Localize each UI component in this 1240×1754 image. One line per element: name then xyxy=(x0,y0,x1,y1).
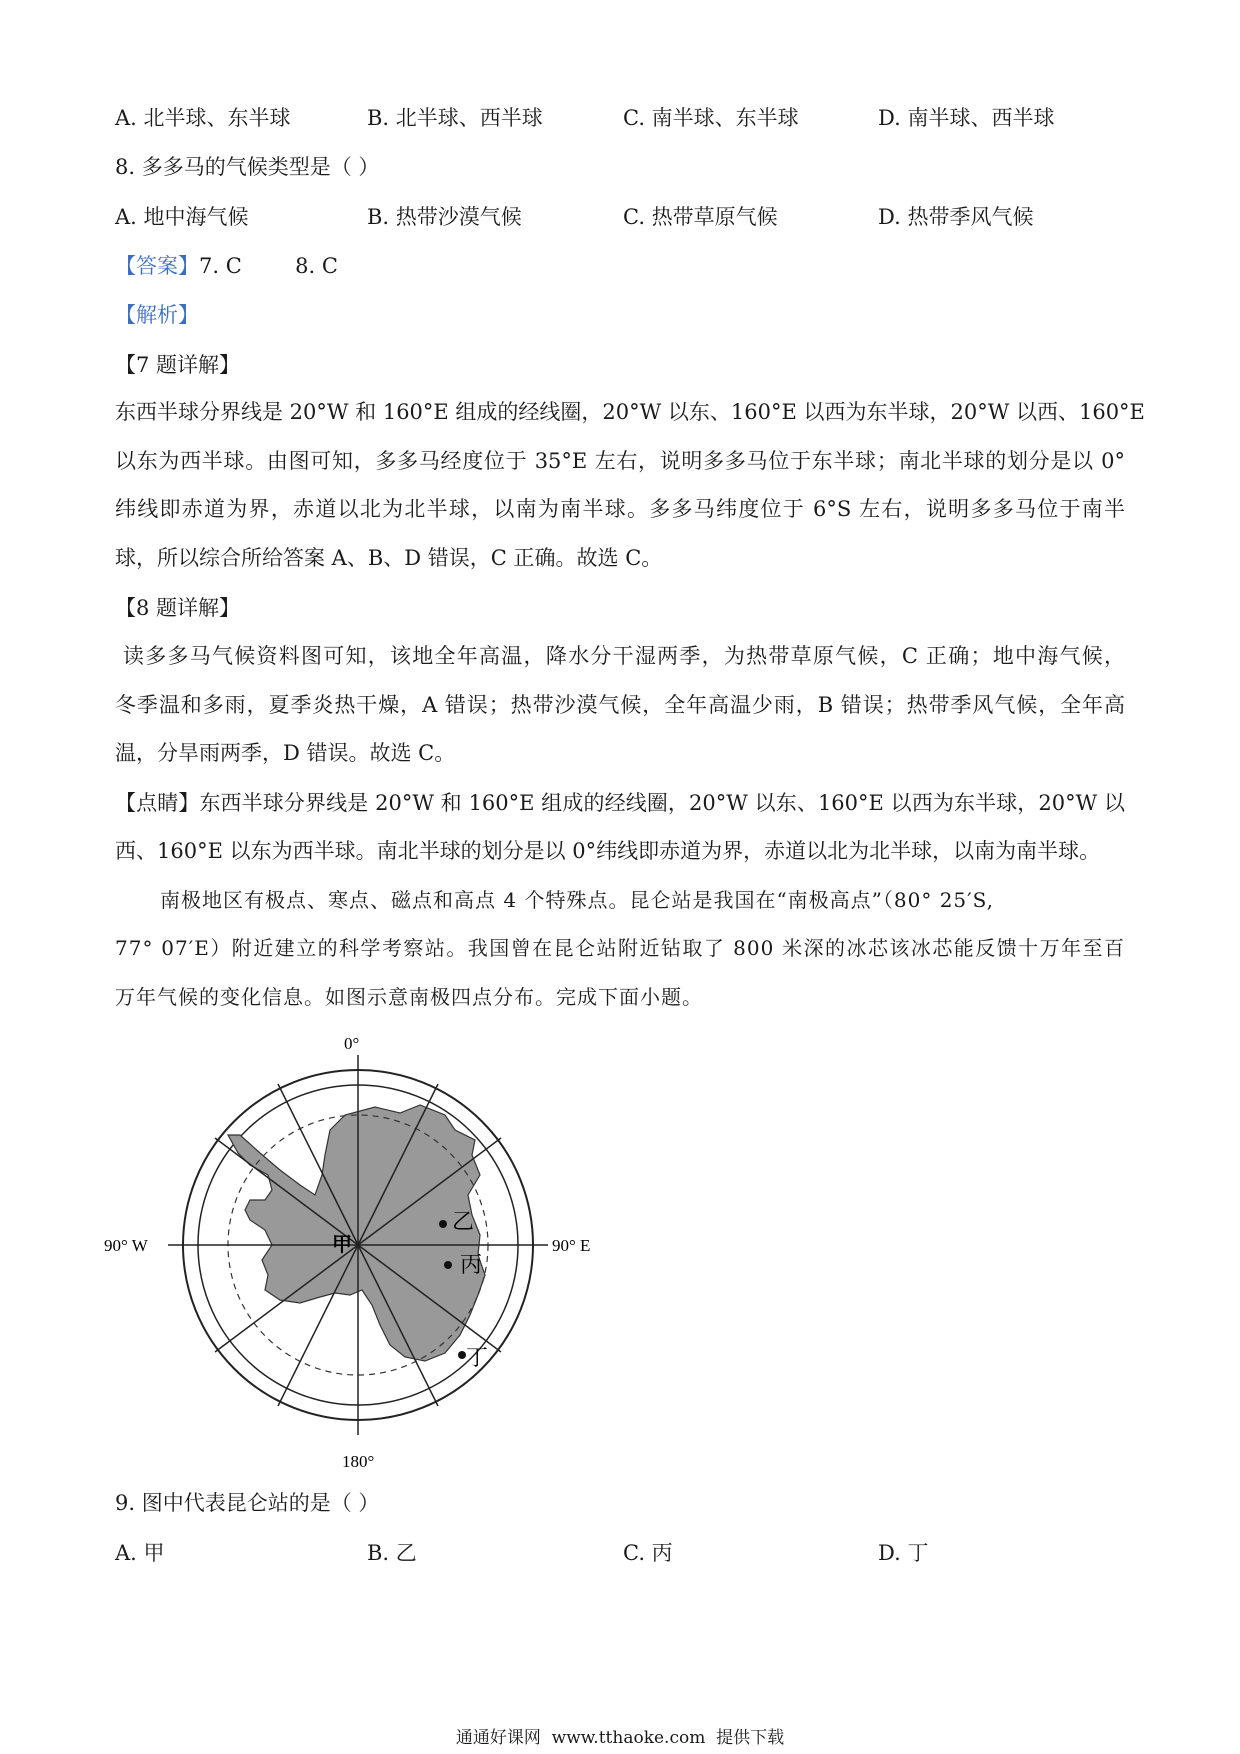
point-yi-dot xyxy=(439,1220,447,1228)
q9-option-b: B. 乙 xyxy=(367,1541,417,1565)
analysis-tag: 【解析】 xyxy=(115,303,199,327)
detail8-title: 【8 题详解】 xyxy=(115,596,241,620)
answer-tag: 【答案】 xyxy=(115,254,199,278)
q7-option-b: B. 北半球、西半球 xyxy=(367,106,543,130)
q9-option-d: D. 丁 xyxy=(878,1541,929,1565)
footer-link[interactable]: 通通好课网 www.tthaoke.com 提供下载 xyxy=(455,1728,785,1748)
q7-option-d: D. 南半球、西半球 xyxy=(878,106,1055,130)
passage-line-3: 万年气候的变化信息。如图示意南极四点分布。完成下面小题。 xyxy=(115,985,703,1009)
point-ding-label: 丁 xyxy=(466,1346,489,1371)
antarctica-map xyxy=(100,1035,620,1475)
q9-stem: 9. 图中代表昆仑站的是（ ） xyxy=(115,1491,380,1515)
q7-option-a: A. 北半球、东半球 xyxy=(115,106,291,130)
label-0: 0° xyxy=(344,1035,360,1053)
detail8-line-1: 读多多马气候资料图可知，该地全年高温，降水分干湿两季，为热带草原气候，C 正确；地中海气候， xyxy=(115,644,1125,668)
point-jia-label: 甲 xyxy=(332,1232,352,1256)
q8-option-d: D. 热带季风气候 xyxy=(878,205,1034,229)
q9-option-a: A. 甲 xyxy=(115,1541,165,1565)
q8-stem: 8. 多多马的气候类型是（ ） xyxy=(115,155,380,179)
answer-text: 7. C 8. C xyxy=(199,254,338,278)
tip-tag: 【点睛】 xyxy=(115,791,200,815)
label-90e: 90° E xyxy=(552,1236,591,1255)
detail7-line-4: 球，所以综合所给答案 A、B、D 错误，C 正确。故选 C。 xyxy=(115,546,663,570)
meridian-lines xyxy=(168,1055,548,1435)
detail8-line-2: 冬季温和多雨，夏季炎热干燥，A 错误；热带沙漠气候，全年高温少雨，B 错误；热带季风气候，全年高 xyxy=(115,693,1125,717)
point-ding-dot xyxy=(458,1351,466,1359)
answer-line xyxy=(115,251,338,281)
q8-option-b: B. 热带沙漠气候 xyxy=(367,205,522,229)
tip-line-1 xyxy=(115,788,1125,818)
detail7-title: 【7 题详解】 xyxy=(115,353,241,377)
q8-option-c: C. 热带草原气候 xyxy=(623,205,778,229)
tip-line-2: 西、160°E 以东为西半球。南北半球的划分是以 0°纬线即赤道为界，赤道以北为北半球，以南为南半球。 xyxy=(115,839,1101,863)
detail7-line-1: 东西半球分界线是 20°W 和 160°E 组成的经线圈，20°W 以东、160°E 以西为东半球，20°W 以西、160°E xyxy=(115,400,1145,424)
point-yi-label: 乙 xyxy=(452,1210,475,1235)
q7-option-c: C. 南半球、东半球 xyxy=(623,106,799,130)
tip-text-1: 东西半球分界线是 20°W 和 160°E 组成的经线圈，20°W 以东、160°E 以西为东半球，20°W 以 xyxy=(199,791,1126,815)
q9-option-c: C. 丙 xyxy=(623,1541,673,1565)
detail7-line-3: 纬线即赤道为界，赤道以北为北半球，以南为南半球。多多马纬度位于 6°S 左右，说明多多马位于南半 xyxy=(115,497,1125,521)
passage-line-2: 77° 07′E）附近建立的科学考察站。我国曾在昆仑站附近钻取了 800 米深的冰芯该冰芯能反馈十万年至百 xyxy=(115,936,1125,960)
point-bing-label: 丙 xyxy=(460,1253,483,1278)
detail7-line-2: 以东为西半球。由图可知，多多马经度位于 35°E 左右，说明多多马位于东半球；南北半球的划分是以 0° xyxy=(115,449,1125,473)
q8-option-a: A. 地中海气候 xyxy=(115,205,249,229)
label-180: 180° xyxy=(342,1452,375,1471)
label-90w: 90° W xyxy=(104,1236,148,1255)
antarctica-landmass xyxy=(228,1105,485,1361)
passage-line-1: 南极地区有极点、寒点、磁点和高点 4 个特殊点。昆仑站是我国在“南极高点”（80° 25′S, xyxy=(160,888,995,912)
detail8-line-3: 温，分旱雨两季，D 错误。故选 C。 xyxy=(115,741,456,765)
point-bing-dot xyxy=(444,1261,452,1269)
